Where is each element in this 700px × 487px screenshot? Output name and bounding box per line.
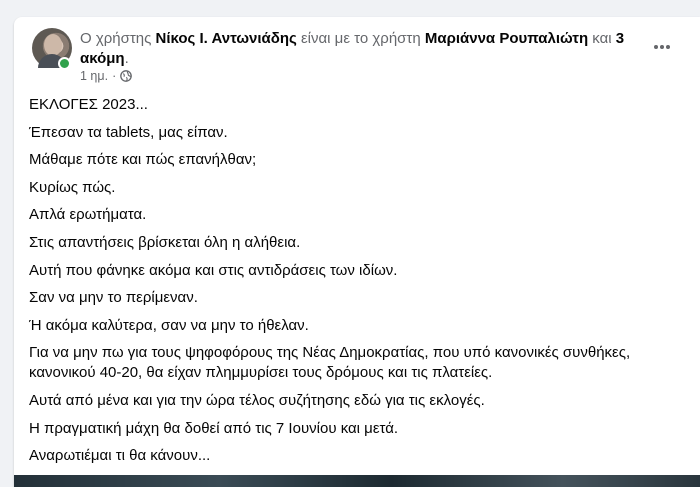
more-horizontal-icon (653, 44, 671, 50)
tagged-person-link[interactable]: Μαριάννα Ρουπαλιώτη (424, 30, 589, 47)
post-line: Απλά ερωτήματα. (29, 206, 147, 224)
post-line: Σαν να μην το περίμεναν. (29, 289, 198, 307)
header-prefix: Ο χρήστης (80, 30, 156, 47)
post-line: Ή ακόμα καλύτερα, σαν να μην το ήθελαν. (29, 316, 309, 334)
post-card (14, 17, 700, 487)
others-link[interactable]: 3 ακόμη (80, 30, 625, 67)
post-line: Η πραγματική μάχη θα δοθεί από τις 7 Ιουνίου και μετά. (29, 419, 399, 437)
post-header (80, 29, 640, 69)
post-meta (80, 69, 132, 83)
header-and: και (588, 30, 616, 47)
post-line: Αυτή που φάνηκε ακόμα και στις αντιδράσεις των ιδίων. (29, 261, 398, 279)
meta-separator: · (112, 69, 117, 83)
post-line: Έπεσαν τα tablets, μας είπαν. (29, 123, 228, 141)
post-line: Για να μην πω για τους ψηφοφόρους της Νέας Δημοκρατίας, που υπό κανονικές συνθήκες, κανονικού 40-20, θα είχαν πλημμυρίσει τους δρόμους και τις πλατείες. (29, 344, 631, 382)
author-name-link[interactable]: Νίκος Ι. Αντωνιάδης (155, 30, 297, 47)
more-options-button[interactable] (646, 33, 678, 61)
online-status-icon (58, 57, 71, 70)
post-line: Αυτά από μένα και για την ώρα τέλος συζήτησης εδώ για τις εκλογές. (29, 391, 485, 409)
globe-icon (120, 70, 132, 82)
post-line: Κυρίως πώς. (29, 178, 116, 196)
header-end: . (124, 50, 129, 67)
header-middle: είναι με το χρήστη (296, 30, 425, 47)
post-media-preview[interactable] (14, 475, 700, 487)
post-timestamp[interactable]: 1 ημ. (80, 69, 109, 83)
post-line: Στις απαντήσεις βρίσκεται όλη η αλήθεια. (29, 233, 301, 251)
post-line: ΕΚΛΟΓΕΣ 2023... (29, 96, 148, 113)
post-body (29, 95, 694, 474)
post-line: Μάθαμε πότε και πώς επανήλθαν; (29, 151, 257, 169)
avatar-face (44, 34, 62, 56)
post-line: Αναρωτιέμαι τι θα κάνουν... (29, 447, 211, 465)
